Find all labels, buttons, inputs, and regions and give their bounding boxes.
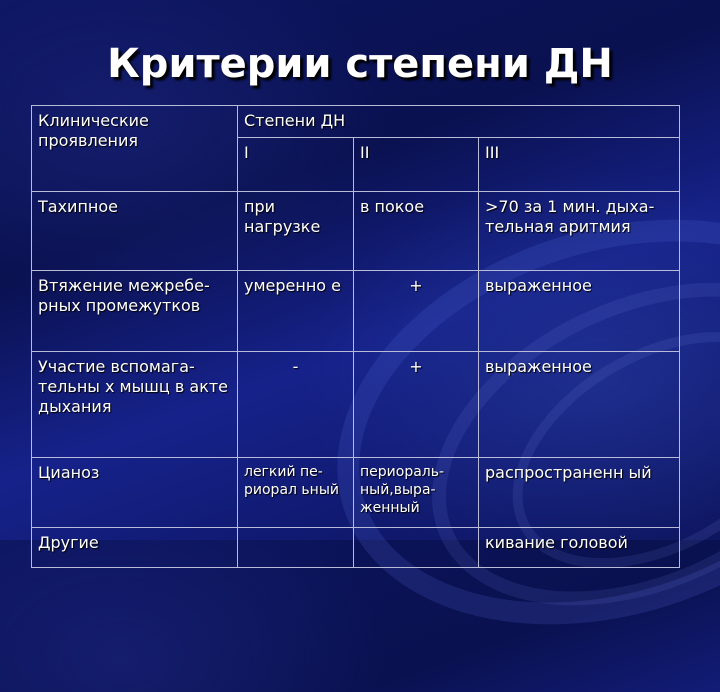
slide-title: Критерии степени ДН — [107, 41, 613, 87]
cell-degree-1: при нагрузке — [238, 192, 354, 271]
table-row — [32, 271, 680, 352]
cell-degree-3: кивание головой — [479, 528, 680, 568]
table-header-row — [32, 106, 680, 138]
cell-degree-1 — [238, 528, 354, 568]
criteria-table — [31, 105, 680, 568]
cell-degree-2: периораль-ный,выра-женный — [354, 458, 479, 528]
row-label: Участие вспомага-тельны х мышц в акте дыхания — [32, 352, 238, 458]
cell-degree-2: + — [354, 352, 479, 458]
header-degree-2: II — [354, 138, 479, 192]
cell-degree-3: выраженное — [479, 271, 680, 352]
cell-degree-1: умеренно е — [238, 271, 354, 352]
header-degree-1: I — [238, 138, 354, 192]
table-row — [32, 458, 680, 528]
row-label: Цианоз — [32, 458, 238, 528]
cell-degree-2: + — [354, 271, 479, 352]
header-degree-3: III — [479, 138, 680, 192]
cell-degree-2: в покое — [354, 192, 479, 271]
table-row — [32, 192, 680, 271]
row-label: Втяжение межребе-рных промежутков — [32, 271, 238, 352]
cell-degree-1: легкий пе-риорал ьный — [238, 458, 354, 528]
row-label: Другие — [32, 528, 238, 568]
table-row — [32, 352, 680, 458]
cell-degree-2 — [354, 528, 479, 568]
cell-degree-3: >70 за 1 мин. дыха-тельная аритмия — [479, 192, 680, 271]
table-row — [32, 528, 680, 568]
header-degrees-group: Степени ДН — [238, 106, 680, 138]
cell-degree-1: - — [238, 352, 354, 458]
cell-degree-3: выраженное — [479, 352, 680, 458]
cell-degree-3: распространенн ый — [479, 458, 680, 528]
row-label: Тахипное — [32, 192, 238, 271]
header-clinical: Клинические проявления — [32, 106, 238, 192]
